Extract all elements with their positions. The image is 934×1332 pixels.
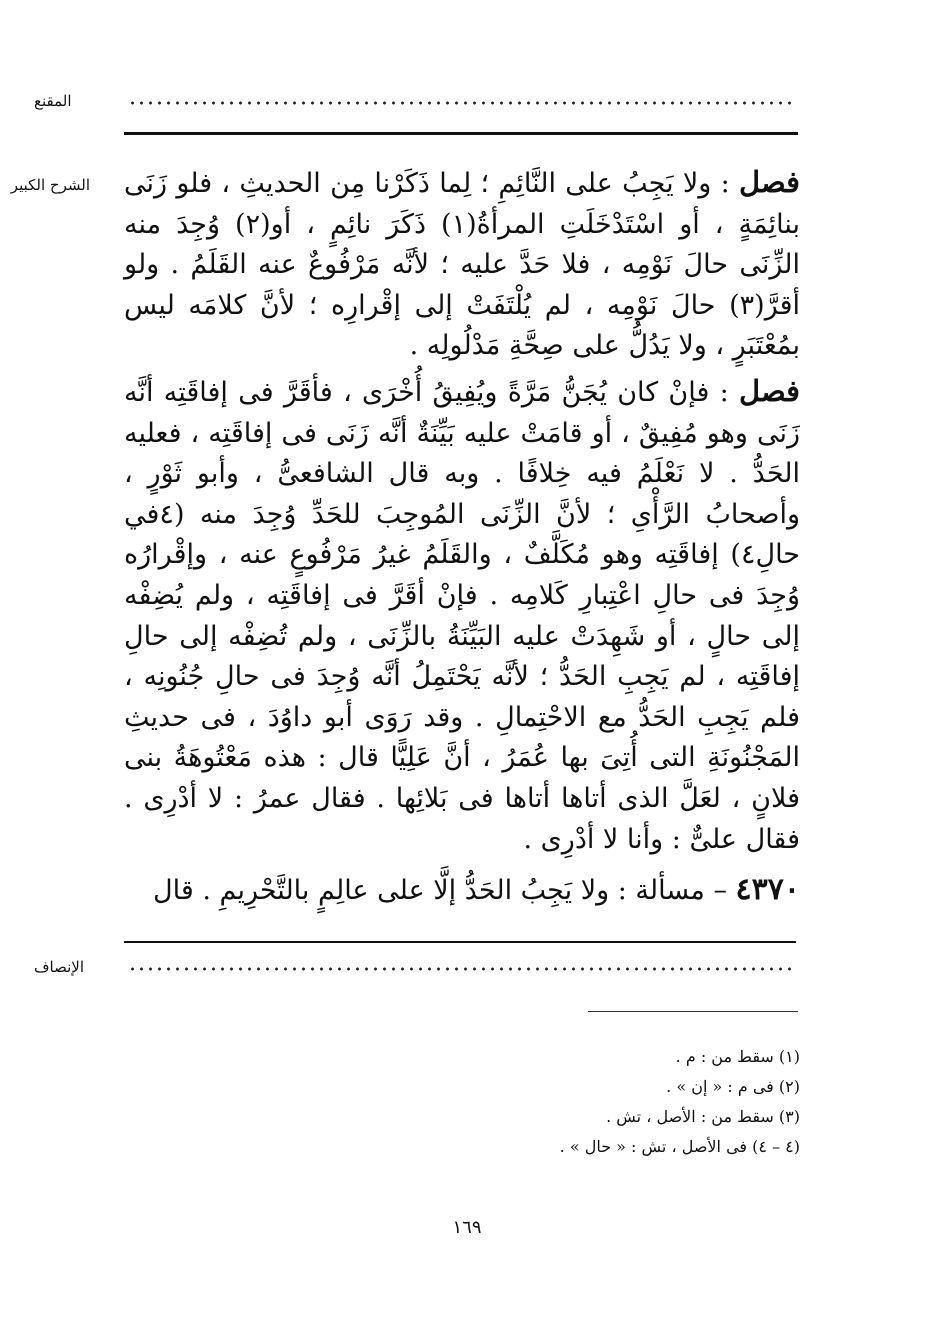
section-heading: فصل [739,373,800,408]
masala-number: ٤٣٧٠ [735,872,800,908]
masala-text: – مسألة : ولا يَجِبُ الحَدُّ إلَّا على عالِمٍ بالتَّحْرِيمِ . قال [153,875,727,907]
header-dotted-line [128,101,792,105]
header-rule [124,132,798,135]
paragraph-text: : ولا يَجِبُ على النَّائِمِ ؛ لِما ذَكَرْنا مِن الحديثِ ، فلو زَنَى بنائِمَةٍ ، أو اسْتَدْخَلَتِ المرأةُ(١) ذَكَرَ نائِمٍ ، أو(٢) وُجِدَ منه الزِّنَى حالَ نَوْمِه ، فلا حَدَّ عليه ؛ لأنَّه مَرْفُوعٌ عنه القَلَمُ . ولو أقرَّ(٣) حالَ نَوْمِه ، لم يُلْتَفَتْ إلى إقْرارِه ؛ لأنَّ كلامَه ليس بمُعْتَبَرٍ ، ولا يَدُلُّ على صِحَّةِ مَدْلُولِه . [124,168,801,362]
footnote-item: (٤ – ٤) فى الأصل ، تش : « حال » . [559,1137,800,1156]
paragraph-2 [124,371,800,860]
footnote-item: (٣) سقط من : الأصل ، تش . [606,1107,800,1126]
insaf-dotted-line [128,967,792,971]
footnote-item: (٢) فى م : « إن » . [666,1077,800,1096]
footnote-item: (١) سقط من : م . [675,1047,800,1066]
insaf-side-label: الإنصاف [34,958,85,976]
footnote-rule [588,1011,798,1012]
paragraph-text: : فإنْ كان يُجَنُّ مَرَّةً ويُفِيقُ أُخْرَى ، فأقَرَّ فى إفاقَتِه أنَّه زَنَى وهو مُفِيقٌ ، أو قامَتْ عليه بَيِّنَةٌ أنَّه زَنَى فى إفاقَتِه ، فعليه الحَدُّ . لا نَعْلَمُ فيه خِلافًا . وبه قال الشافعىُّ ، وأبو ثَوْرٍ ، وأصحابُ الرَّأْىِ ؛ لأنَّ الزِّنَى المُوجِبَ للحَدِّ وُجِدَ منه (٤في حالِ٤) إفاقَتِه وهو مُكَلَّفٌ ، والقَلَمُ غيرُ مَرْفُوعٍ عنه ، وإقْرارُه وُجِدَ فى حالِ اعْتِبارِ كَلامِه . فإنْ أقَرَّ فى إفاقَتِه ، ولم يُضِفْه إلى حالٍ ، أو شَهِدَتْ عليه البَيِّنَةُ بالزِّنَى ، ولم تُضِفْه إلى حالِ إفاقَتِه ، لم يَجِبِ الحَدُّ ؛ لأنَّه يَحْتَمِلُ أنَّه وُجِدَ فى حالِ جُنُونِه ، فلم يَجِبِ الحَدُّ مع الاحْتِمالِ . وقد رَوَى أبو داوُدَ ، فى حديثِ المَجْنُونَةِ التى أُتِىَ بها عُمَرُ ، أنَّ عَلِيًّا قال : هذه مَعْتُوهَةُ بنى فلانٍ ، لعَلَّ الذى أتاها أتاها فى بَلائِها . فقال عمرُ : لا أدْرِى . فقال علىٌّ : وأنا لا أدْرِى . [124,376,800,855]
running-header-label: المقنع [34,92,72,110]
page-number: ١٦٩ [452,1217,482,1238]
section-rule [124,941,796,943]
paragraph-1 [124,162,800,367]
commentary-text [124,162,800,916]
commentary-side-label: الشرح الكبير [10,176,90,194]
footnotes [400,1042,800,1162]
section-heading: فصل [739,165,800,199]
masala-paragraph [124,870,800,912]
